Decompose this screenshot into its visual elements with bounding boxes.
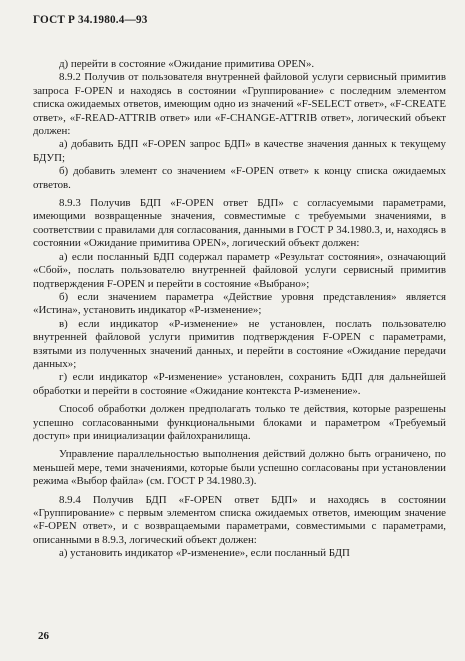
paragraph: в) если индикатор «Р-изменение» не установлен, послать пользователю внутренней файловой услуги примитив подтверждения F-OPEN с параметрами, взятыми из полученных значений данных, и перейти в состояние «Ожидание передачи данных»; [33, 317, 446, 370]
paragraph: 8.9.2 Получив от пользователя внутренней файловой услуги сервисный примитив запроса F-OPEN и находясь в состоянии «Группирование» с последним элементом списка ожидаемых ответов, имеющим одно из значений «F-SELECT ответ», «F-CREATE ответ», «F-READ-ATTRIB ответ» или «F-CHANGE-ATTRIB ответ», логический объект должен: [33, 71, 446, 138]
paragraph: а) установить индикатор «Р-изменение», если посланный БДП [59, 547, 350, 560]
paragraph: г) если индикатор «Р-изменение» установлен, сохранить БДП для дальнейшей обработки и перейти в состояние «Ожидание контекста Р-изменение». [33, 371, 446, 397]
paragraph: а) добавить БДП «F-OPEN запрос БДП» в качестве значения данных к текущему БДУП; [33, 138, 446, 164]
paragraph: 8.9.4 Получив БДП «F-OPEN ответ БДП» и находясь в состоянии «Группирование» с первым элементом списка ожидаемых ответов, имеющим значение «F-OPEN ответ», и с возвращаемыми параметрами, совместимыми с параметрами, описанными в 8.9.3, логический объект должен: [33, 493, 446, 546]
paragraph: Способ обработки должен предполагать только те действия, которые разрешены успешно согласованными функциональными блоками и параметром «Требуемый доступ» при инициализации файлохранилища. [33, 403, 446, 442]
running-header: ГОСТ Р 34.1980.4—93 [33, 14, 148, 26]
paragraph: 8.9.3 Получив БДП «F-OPEN ответ БДП» с согласуемыми параметрами, имеющими возвращенные значения, совместимые с требуемыми значениями, в соответствии с правилами для согласования, данными в ГОСТ Р 34.1980.3, и, находясь в состоянии «Ожидание примитива OPEN», логический объект должен: [33, 197, 446, 250]
document-body [33, 58, 446, 561]
page-number: 26 [38, 630, 49, 642]
paragraph: д) перейти в состояние «Ожидание примитива OPEN». [59, 58, 315, 70]
paragraph: б) если значением параметра «Действие уровня представления» является «Истина», установить индикатор «Р-изменение»; [33, 290, 446, 317]
paragraph: б) добавить элемент со значением «F-OPEN ответ» к концу списка ожидаемых ответов. [33, 165, 446, 191]
paragraph: Управление параллельностью выполнения действий должно быть ограничено, по меньшей мере, теми значениями, которые были успешно согласованы при установлении режима «Выбор файла» (см. ГОСТ Р 34.1980.3). [33, 448, 446, 488]
paragraph: а) если посланный БДП содержал параметр «Результат состояния», означающий «Сбой», послать пользователю внутренней файловой услуги сервисный примитив подтверждения F-OPEN и перейти в состояние «Выбрано»; [33, 250, 446, 290]
